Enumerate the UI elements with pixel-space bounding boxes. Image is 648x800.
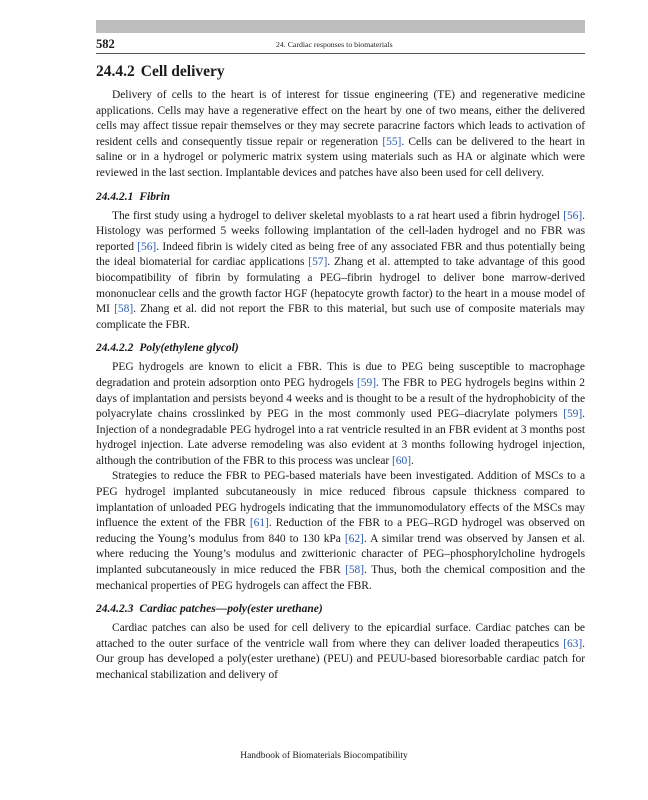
paragraph-text: Cardiac patches can also be used for cell delivery to the epicardial surface. Cardiac patches can be attached to the outer surface of the ventricle wall from where they can deliver loaded therapeutics (96, 622, 585, 650)
paragraph (96, 209, 585, 334)
citation-link[interactable]: [58] (114, 303, 134, 316)
paragraph (96, 360, 585, 469)
page-number: 582 (96, 37, 115, 51)
paragraph-text: . Cells can be delivered to the heart in saline or in a hydrogel or polymeric matrix system using materials such as HA or alginate which were reviewed in the last section. Implantable devices and patches have also been used for cell delivery. (96, 135, 585, 179)
paragraph-text: . Our group has developed a poly(ester urethane) (PEU) and PEUU-based bioresorbable cardiac patch for mechanical stabilization and delivery of (96, 637, 585, 681)
running-title: 24. Cardiac responses to biomaterials (276, 40, 393, 49)
subsection-title: Poly(ethylene glycol) (139, 342, 239, 355)
citation-link[interactable]: [60] (392, 454, 411, 467)
citation-link[interactable]: [55] (382, 135, 402, 148)
paragraph-text: . Thus, both the chemical composition and the mechanical properties of PEG hydrogels can affect the FBR. (96, 564, 585, 592)
section-heading (96, 62, 585, 82)
citation-link[interactable]: [58] (345, 564, 365, 577)
paragraph-text: . Injection of a nondegradable PEG hydrogel into a rat ventricle resulted in an FBR evident at 3 months post hydrogel injection. Late adverse remodeling was also evident at 3 months following hydrogel injection, although the contribution of the FBR to this process was unclear (96, 408, 585, 467)
paragraph-text: . Zhang et al. did not report the FBR to this material, but such use of composite materials may complicate the FBR. (96, 303, 586, 331)
page-footer: Handbook of Biomaterials Biocompatibility (240, 751, 408, 761)
citation-link[interactable]: [57] (308, 256, 328, 269)
subsection-title: Fibrin (139, 190, 171, 203)
paragraph-text: . Reduction of the FBR to a PEG–RGD hydrogel was observed on reducing the Young’s modulus from 840 to 130 kPa (96, 517, 585, 545)
page-header (96, 37, 585, 54)
subsection-title: Cardiac patches—poly(ester urethane) (139, 603, 323, 616)
citation-link[interactable]: [59] (563, 408, 583, 421)
paragraph-text: PEG hydrogels are known to elicit a FBR. This is due to PEG being susceptible to macrophage degradation and protein adsorption onto PEG hydrogels (96, 361, 585, 389)
citation-link[interactable]: [63] (563, 637, 583, 650)
paragraph-text: . A similar trend was observed by Jansen et al. where reducing the Young’s modulus and zwitterionic character of PEG–phosphorylcholine hydrogels implanted subcutaneously in mice reduced the FBR (96, 532, 585, 577)
paragraph (96, 88, 585, 182)
paragraph (96, 621, 585, 683)
paragraph-text: The first study using a hydrogel to deliver skeletal myoblasts to a rat heart used a fibrin hydrogel (112, 209, 564, 222)
subsection-heading (96, 190, 585, 205)
paragraph (96, 469, 585, 594)
citation-link[interactable]: [56] (137, 240, 157, 253)
paragraph-text: . The FBR to PEG hydrogels begins within 2 days of implantation and persists beyond 4 weeks and is thought to be a result of the hydrophobicity of the polyacrylate chains crosslinked by PEG in the most commonly used PEG–diacrylate polymers (96, 376, 585, 421)
subsection-number: 24.4.2.3 (96, 603, 134, 616)
page-content (96, 62, 585, 684)
paragraph-text: Delivery of cells to the heart is of interest for tissue engineering (TE) and regenerative medicine applications. Cells may have a regenerative effect on the heart by one of two means, either the delivered cells may affect tissue repair themselves or they may secrete paracrine factors which leads to activation of resident cells and consequently tissue repair or regeneration (96, 89, 585, 148)
subsection-number: 24.4.2.1 (96, 190, 134, 203)
subsections (96, 190, 585, 684)
paragraph-text: . Indeed fibrin is widely cited as being free of any associated FBR and thus potentially being the ideal biomaterial for cardiac applications (96, 240, 585, 269)
section-title: Cell delivery (140, 63, 225, 80)
citation-link[interactable]: [56] (563, 209, 583, 222)
subsection-heading (96, 602, 585, 617)
paragraph-text: Strategies to reduce the FBR to PEG-based materials have been investigated. Addition of MSCs to a PEG hydrogel implanted subcutaneously in mice reduced fibrous capsule thickness compared to implantation of unloaded PEG hydrogels indicating that the immunomodulatory effects of the MSCs may influence the extent of the FBR (96, 470, 585, 530)
section-body (96, 88, 585, 182)
paragraph-text: . Histology was performed 5 weeks following implantation of the cell-laden hydrogel and no FBR was reported (96, 209, 585, 253)
subsection-number: 24.4.2.2 (96, 342, 134, 355)
top-color-bar (96, 20, 585, 33)
citation-link[interactable]: [62] (344, 532, 364, 545)
paragraph-text: . (411, 454, 414, 467)
subsection-heading (96, 341, 585, 356)
paragraph-text: . Zhang et al. attempted to take advantage of this good biocompatibility of fibrin by formulating a PEG–fibrin hydrogel to deliver bone marrow-derived mononuclear cells and the growth factor HGF (hepatocyte growth factor) to the heart in a mouse model of MI (96, 256, 585, 316)
citation-link[interactable]: [59] (357, 376, 376, 389)
section-number: 24.4.2 (96, 63, 135, 80)
citation-link[interactable]: [61] (249, 517, 269, 530)
